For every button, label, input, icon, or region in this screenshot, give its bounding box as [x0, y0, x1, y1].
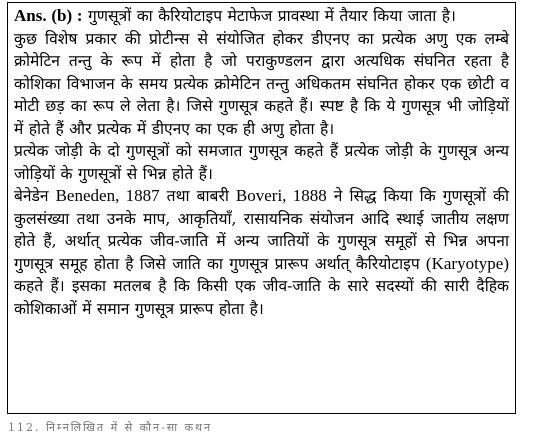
p4-text-2: तथा बाबरी [159, 187, 236, 205]
answer-paragraph-4 [14, 185, 509, 320]
answer-box [7, 2, 516, 414]
answer-paragraph-1 [14, 5, 509, 28]
answer-paragraph-2: कुछ विशेष प्रकार की प्रोटीन्स से संयोजित होकर डीएनए का प्रत्येक अणु एक लम्बे क्रोमेटिन तन्तु के रूप में होता है जो पराकुण्डलन द्वारा अत्यधिक संघनित रहता है कोशिका विभाजन के समय प्रत्येक क्रोमेटिन तन्तु अधिकतम संघनित होकर एक छोटी व मोटी छड़ का रूप ले लेता है। जिसे गुणसूत्र कहते हैं। स्पष्ट है कि ये गुणसूत्र भी जोड़ियों में होते हैं और प्रत्येक में डीएनए का एक ही अणु होता है। [14, 29, 509, 138]
answer-label: Ans. (b) : [14, 6, 83, 25]
next-question-cutoff: 112. निम्नलिखित में से कौन-सा कथन [8, 421, 213, 434]
p4-text-4: कहते हैं। इसका मतलब है कि किसी एक जीव-जाति के सारे सदस्यों की सारी दैहिक कोशिकाओं में समान गुणसूत्र प्रारूप होता है। [14, 277, 509, 318]
p4-text-3: ने सिद्ध किया कि गुणसूत्रों की कुलसंख्या तथा उनके माप, आकृतियाँ, रासायनिक संयोजन आदि स्थाई जातीय लक्षण होते हैं, अर्थात् प्रत्येक जीव-जाति में अन्य जातियों के गुणसूत्र समूहों से भिन्न अपना गुणसूत्र समूह होता है जिसे जाति का गुणसूत्र प्रारूप अर्थात् कैरियोटाइप [14, 187, 509, 273]
answer-paragraph-3: प्रत्येक जोड़ी के दो गुणसूत्रों को समजात गुणसूत्र कहते हैं प्रत्येक जोड़ी के गुणसूत्र अन्य जोड़ियों के गुणसूत्रों से भिन्न होते हैं। [14, 142, 509, 183]
beneden-citation: Beneden, 1887 [55, 186, 160, 205]
karyotype-term: (Karyotype) [425, 253, 509, 273]
answer-statement: गुणसूत्रों का कैरियोटाइप मेटाफेज प्रावस्था में तैयार किया जाता है। [82, 7, 456, 25]
p4-text-1: बेनेडेन [14, 187, 56, 205]
boveri-citation: Boveri, 1888 [235, 186, 327, 205]
